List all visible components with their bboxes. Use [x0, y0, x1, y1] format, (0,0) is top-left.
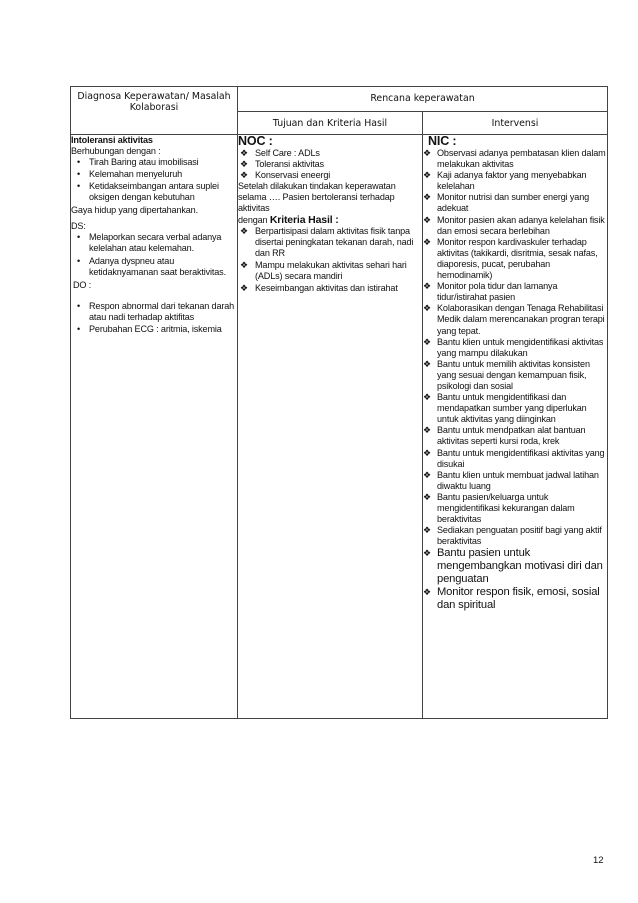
nic-item	[423, 237, 607, 281]
nic-item-text: Bantu pasien/keluarga untuk mengidentifikasi kekurangan dalam beraktivitas	[437, 491, 575, 525]
nic-item	[423, 547, 607, 586]
care-plan-table	[70, 86, 608, 719]
nic-item-text: Monitor pola tidur dan lamanya tidur/istirahat pasien	[437, 281, 558, 303]
diamond-bullet-icon: ❖	[423, 336, 431, 347]
noc-item-text: Toleransi aktivitas	[255, 159, 324, 170]
criteria-item-text: Keseimbangan aktivitas dan istirahat	[255, 283, 398, 294]
do-item-text: Respon abnormal dari tekanan darah atau nadi terhadap aktifitas	[89, 301, 235, 323]
diamond-bullet-icon: ❖	[423, 548, 431, 559]
related-label: Berhubungan dengan :	[71, 146, 161, 157]
diamond-bullet-icon: ❖	[240, 259, 248, 270]
diamond-bullet-icon: ❖	[423, 148, 431, 158]
nic-item-text: Bantu pasien untuk mengembangkan motivasi diri dan penguatan	[437, 547, 603, 586]
bullet-icon: •	[77, 231, 81, 242]
nic-item-text: Kolaborasikan dengan Tenaga Rehabilitasi Medik dalam merencanakan progran terapi yang tepat.	[437, 303, 605, 336]
nic-item	[423, 492, 607, 525]
nic-item-text: Kaji adanya faktor yang menyebabkan kelelahan	[437, 170, 587, 192]
noc-cell	[238, 135, 423, 719]
nic-item	[423, 192, 607, 214]
nic-item-text: Monitor respon fisik, emosi, sosial dan spiritual	[437, 586, 600, 612]
nic-item	[423, 448, 607, 470]
nic-item	[423, 359, 607, 392]
ds-item	[71, 232, 237, 254]
noc-heading: NOC :	[238, 134, 273, 148]
criteria-item	[238, 226, 422, 259]
diamond-bullet-icon: ❖	[423, 447, 431, 458]
nic-item-text: Sediakan penguatan positif bagi yang aktif beraktivitas	[437, 525, 602, 547]
header-nic: Intervensi	[423, 112, 608, 135]
diamond-bullet-icon: ❖	[423, 491, 431, 502]
nic-item-text: Bantu untuk mengidentifikasi dan mendapatkan sumber yang diperlukan untuk aktivitas yang diinginkan	[437, 392, 587, 425]
diamond-bullet-icon: ❖	[423, 425, 431, 436]
nic-cell	[423, 135, 608, 719]
nic-item	[423, 303, 607, 336]
bullet-icon: •	[77, 169, 81, 180]
related-item	[71, 157, 237, 168]
related-list	[71, 157, 237, 203]
diamond-bullet-icon: ❖	[423, 281, 431, 292]
diamond-bullet-icon: ❖	[240, 159, 248, 170]
nic-item	[423, 586, 607, 612]
ds-list	[71, 232, 237, 278]
nic-heading: NIC :	[428, 134, 457, 148]
nic-item	[423, 170, 607, 192]
nic-item-text: Bantu klien untuk membuat jadwal latihan diwaktu luang	[437, 469, 599, 491]
nic-item-text: Monitor respon kardivaskuler terhadap aktivitas (takikardi, disritmia, sesak nafas, diaporesis, pucat, perubahan hemodinamik)	[437, 236, 598, 281]
nic-item-text: Bantu klien untuk mengidentifikasi aktivitas yang mampu dilakukan	[437, 336, 604, 358]
nic-item	[423, 425, 607, 447]
nic-item	[423, 215, 607, 237]
noc-item-text: Self Care : ADLs	[255, 148, 320, 158]
diamond-bullet-icon: ❖	[423, 587, 431, 598]
nic-item-text: Bantu untuk memilih aktivitas konsisten yang sesuai dengan kemampuan fisik, psikologi dan sosial	[437, 358, 590, 391]
do-item	[71, 301, 237, 323]
criteria-item-text: Mampu melakukan aktivitas sehari hari (ADLs) secara mandiri	[255, 259, 407, 282]
related-item-text: Kelemahan menyeluruh	[89, 169, 183, 180]
noc-list	[238, 148, 422, 181]
do-label: DO :	[73, 280, 92, 291]
lifestyle-text: Gaya hidup yang dipertahankan.	[71, 204, 198, 215]
diagnosis-title: Intoleransi aktivitas	[71, 135, 153, 145]
header-noc: Tujuan dan Kriteria Hasil	[238, 112, 423, 135]
nic-list	[423, 148, 607, 612]
diamond-bullet-icon: ❖	[423, 192, 431, 203]
bullet-icon: •	[77, 324, 81, 335]
nic-item	[423, 337, 607, 359]
ds-item-text: Adanya dyspneu atau ketidaknyamanan saat beraktivitas.	[89, 255, 226, 278]
nic-item-text: Monitor nutrisi dan sumber energi yang adekuat	[437, 192, 590, 214]
noc-item	[238, 170, 422, 181]
ds-item-text: Melaporkan secara verbal adanya kelelahan atau kelemahan.	[89, 231, 222, 253]
nic-item	[423, 392, 607, 425]
criteria-list	[238, 226, 422, 295]
ds-item	[71, 256, 237, 278]
header-plan: Rencana keperawatan	[238, 87, 608, 112]
diamond-bullet-icon: ❖	[423, 170, 431, 181]
nic-item	[423, 470, 607, 492]
criteria-item-text: Berpartisipasi dalam aktivitas fisik tanpa disertai peningkatan tekanan darah, nadi dan RR	[255, 225, 414, 258]
noc-text: Setelah dilakukan tindakan keperawatan selama …. Pasien bertoleransi terhadap aktivitas	[238, 181, 396, 214]
nic-item	[423, 148, 607, 170]
bullet-icon: •	[77, 301, 81, 312]
diamond-bullet-icon: ❖	[423, 358, 431, 369]
related-item-text: Tirah Baring atau imobilisasi	[89, 157, 199, 168]
nic-item-text: Bantu untuk mengidentifikasi aktivitas yang disukai	[437, 447, 605, 469]
criteria-line: dengan Kriteria Hasil :	[238, 213, 339, 226]
page-number: 12	[593, 855, 604, 866]
nic-item-text: Observasi adanya pembatasan klien dalam melakukan aktivitas	[437, 148, 606, 170]
nic-item	[423, 281, 607, 303]
nic-item-text: Monitor pasien akan adanya kelelahan fisik dan emosi secara berlebihan	[437, 214, 605, 236]
diamond-bullet-icon: ❖	[240, 283, 248, 294]
diamond-bullet-icon: ❖	[240, 148, 248, 158]
nic-item-text: Bantu untuk mendpatkan alat bantuan aktivitas seperti kursi roda, krek	[437, 425, 586, 447]
do-item	[71, 324, 237, 335]
noc-item	[238, 159, 422, 170]
bullet-icon: •	[77, 181, 81, 192]
criteria-item	[238, 283, 422, 294]
related-item	[71, 169, 237, 180]
diamond-bullet-icon: ❖	[240, 170, 248, 181]
do-list	[71, 301, 237, 335]
ds-label: DS:	[71, 220, 86, 231]
criteria-item	[238, 260, 422, 282]
header-diagnosis: Diagnosa Keperawatan/ Masalah Kolaborasi	[71, 87, 238, 135]
do-item-text: Perubahan ECG : aritmia, iskemia	[89, 324, 222, 335]
diagnosis-cell	[71, 135, 238, 719]
diamond-bullet-icon: ❖	[423, 525, 431, 536]
diamond-bullet-icon: ❖	[423, 303, 431, 314]
diamond-bullet-icon: ❖	[423, 236, 431, 247]
diamond-bullet-icon: ❖	[423, 214, 431, 225]
diamond-bullet-icon: ❖	[423, 392, 431, 403]
diamond-bullet-icon: ❖	[240, 225, 248, 236]
related-item	[71, 181, 237, 203]
noc-item	[238, 148, 422, 159]
diamond-bullet-icon: ❖	[423, 469, 431, 480]
related-item-text: Ketidakseimbangan antara suplei oksigen dengan kebutuhan	[89, 181, 219, 203]
nic-item	[423, 525, 607, 547]
bullet-icon: •	[77, 157, 81, 168]
noc-item-text: Konservasi eneergi	[255, 170, 331, 181]
bullet-icon: •	[77, 255, 81, 266]
